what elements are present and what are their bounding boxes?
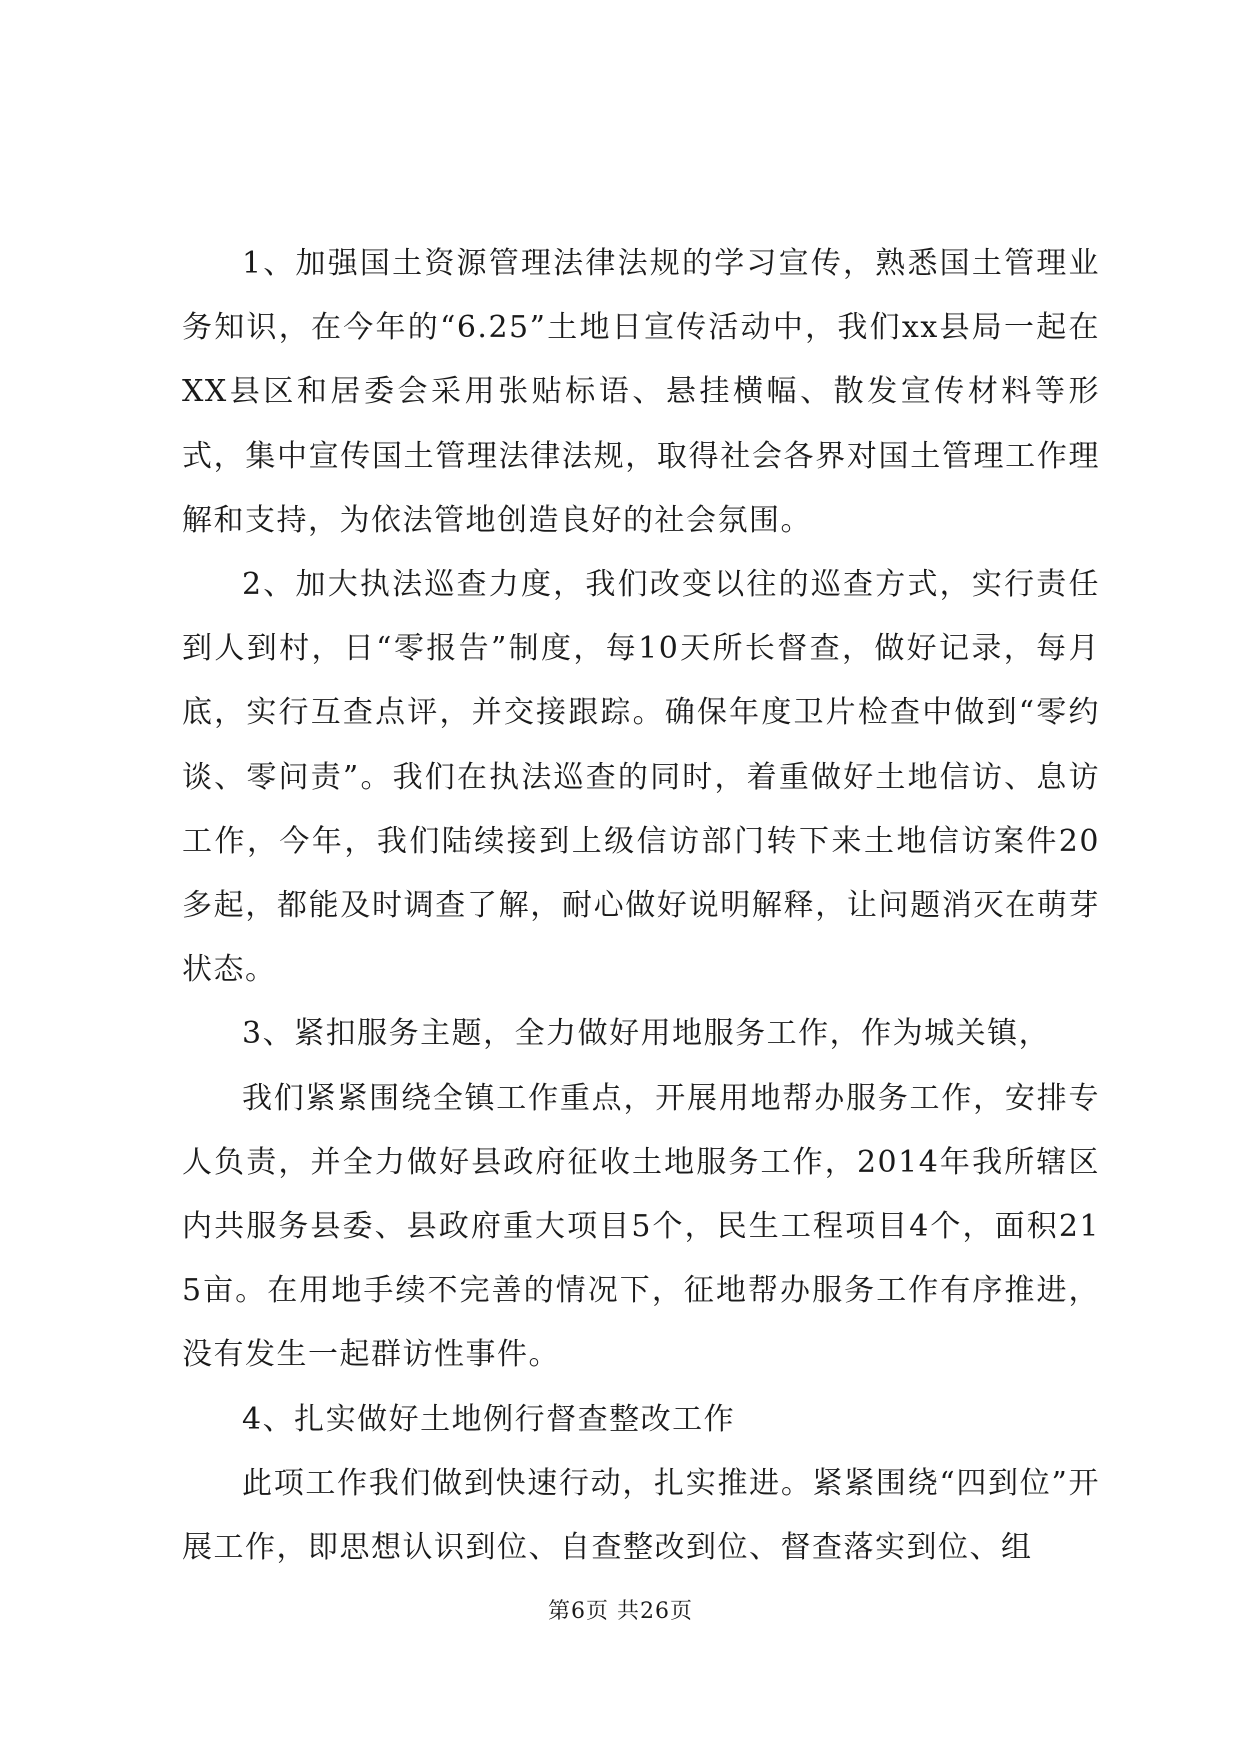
paragraph-5: 4、扎实做好土地例行督查整改工作 [242,1401,736,1437]
paragraph-6: 此项工作我们做到快速行动，扎实推进。紧紧围绕“四到位”开展工作，即思想认识到位、自查整改到位、督查落实到位、组 [182,1465,1100,1566]
document-body [182,232,1100,1580]
paragraph-2: 2、加大执法巡查力度，我们改变以往的巡查方式，实行责任到人到村，日“零报告”制度，每10天所长督查，做好记录，每月底，实行互查点评，并交接跟踪。确保年度卫片检查中做到“零约谈、零问责”。我们在执法巡查的同时，着重做好土地信访、息访工作，今年，我们陆续接到上级信访部门转下来土地信访案件20多起，都能及时调查了解，耐心做好说明解释，让问题消灭在萌芽状态。 [182,567,1100,988]
paragraph-3: 3、紧扣服务主题，全力做好用地服务工作，作为城关镇， [242,1016,1051,1052]
page-number-footer: 第6页 共26页 [548,1599,693,1624]
paragraph-4: 我们紧紧围绕全镇工作重点，开展用地帮办服务工作，安排专人负责，并全力做好县政府征收土地服务工作，2014年我所辖区内共服务县委、县政府重大项目5个，民生工程项目4个，面积215亩。在用地手续不完善的情况下，征地帮办服务工作有序推进，没有发生一起群访性事件。 [182,1080,1100,1373]
paragraph-1: 1、加强国土资源管理法律法规的学习宣传，熟悉国土管理业务知识，在今年的“6.25”土地日宣传活动中，我们xx县局一起在XX县区和居委会采用张贴标语、悬挂横幅、散发宣传材料等形式，集中宣传国土管理法律法规，取得社会各界对国土管理工作理解和支持，为依法管地创造良好的社会氛围。 [182,246,1100,538]
